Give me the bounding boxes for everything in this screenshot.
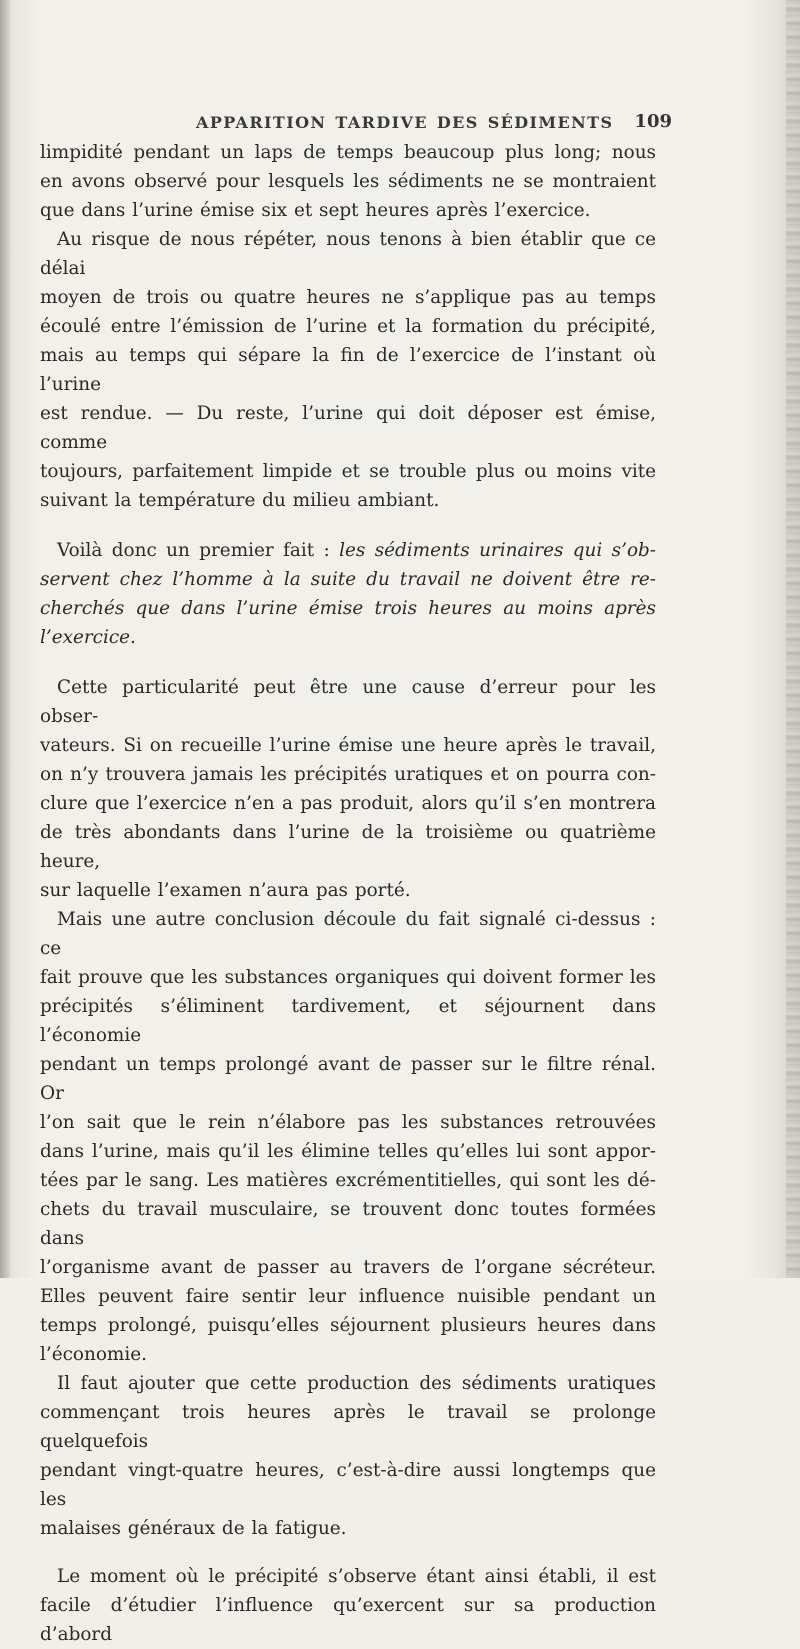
page-header bbox=[196, 111, 672, 135]
text-line: facile d’étudier l’influence qu’exercent sur sa production d’abord bbox=[40, 1595, 656, 1645]
text-line: pendant un temps prolongé avant de passer sur le filtre rénal. Or bbox=[40, 1054, 656, 1104]
text-line: est rendue. — Du reste, l’urine qui doit déposer est émise, comme bbox=[40, 403, 656, 453]
page-number: 109 bbox=[634, 111, 672, 132]
text-line: Le moment où le précipité s’observe étant ainsi établi, il est bbox=[57, 1566, 656, 1587]
text-line: sur laquelle l’examen n’aura pas porté. bbox=[40, 880, 411, 901]
text-line: Au risque de nous répéter, nous tenons à bien établir que ce délai bbox=[40, 229, 656, 279]
text-line: temps prolongé, puisqu’elles séjournent plusieurs heures dans bbox=[40, 1315, 656, 1336]
text-line: fait prouve que les substances organiques qui doivent former les bbox=[40, 967, 656, 988]
text-line: toujours, parfaitement limpide et se trouble plus ou moins vite bbox=[40, 461, 656, 482]
text-line: commençant trois heures après le travail se prolonge quelquefois bbox=[40, 1402, 656, 1452]
italic-line: cherchés que dans l’urine émise trois heures au moins après bbox=[40, 598, 656, 619]
page-left-edge-shadow bbox=[0, 0, 10, 1278]
body-text bbox=[40, 138, 656, 1649]
italic-line: l’exercice. bbox=[40, 627, 136, 648]
text-line: on n’y trouvera jamais les précipités uratiques et on pourra con- bbox=[40, 764, 656, 785]
text-line: vateurs. Si on recueille l’urine émise une heure après le travail, bbox=[40, 735, 656, 756]
text-line: précipités s’éliminent tardivement, et séjournent dans l’économie bbox=[40, 996, 656, 1046]
text-line: chets du travail musculaire, se trouvent donc toutes formées dans bbox=[40, 1199, 656, 1249]
page-right-edge-binding bbox=[786, 0, 800, 1278]
text-line: l’organisme avant de passer au travers de l’organe sécréteur. bbox=[40, 1257, 656, 1278]
text-line: dans l’urine, mais qu’il les élimine telles qu’elles lui sont appor- bbox=[40, 1141, 656, 1162]
text-line: Mais une autre conclusion découle du fait signalé ci-dessus : ce bbox=[40, 909, 656, 959]
text-line: mais au temps qui sépare la fin de l’exercice de l’instant où l’urine bbox=[40, 345, 656, 395]
text-line: limpidité pendant un laps de temps beaucoup plus long; nous bbox=[40, 142, 656, 163]
text-line: l’on sait que le rein n’élabore pas les substances retrouvées bbox=[40, 1112, 656, 1133]
italic-run: les sédiments urinaires qui s’ob- bbox=[339, 540, 657, 561]
italic-line: servent chez l’homme à la suite du travail ne doivent être re- bbox=[40, 569, 656, 590]
text-line: tées par le sang. Les matières excrémentitielles, qui sont les dé- bbox=[40, 1170, 656, 1191]
text-line: l’économie. bbox=[40, 1344, 147, 1365]
text-line: Il faut ajouter que cette production des sédiments uratiques bbox=[57, 1373, 656, 1394]
running-title: APPARITION TARDIVE DES SÉDIMENTS bbox=[196, 113, 614, 132]
text-line: pendant vingt-quatre heures, c’est-à-dire aussi longtemps que les bbox=[40, 1460, 656, 1510]
text-line: Cette particularité peut être une cause d’erreur pour les obser- bbox=[40, 677, 656, 727]
text-line: clure que l’exercice n’en a pas produit, alors qu’il s’en montrera bbox=[40, 793, 656, 814]
text-line: moyen de trois ou quatre heures ne s’applique pas au temps bbox=[40, 287, 656, 308]
text-line: malaises généraux de la fatigue. bbox=[40, 1518, 347, 1539]
text-line: de très abondants dans l’urine de la troisième ou quatrième heure, bbox=[40, 822, 656, 872]
text-line: écoulé entre l’émission de l’urine et la formation du précipité, bbox=[40, 316, 656, 337]
text-run: Voilà donc un premier fait : bbox=[57, 540, 340, 561]
text-line: Elles peuvent faire sentir leur influence nuisible pendant un bbox=[40, 1286, 656, 1307]
text-line: suivant la température du milieu ambiant. bbox=[40, 490, 440, 511]
text-line: en avons observé pour lesquels les sédiments ne se montraient bbox=[40, 171, 656, 192]
text-line bbox=[40, 536, 656, 565]
text-line: que dans l’urine émise six et sept heures après l’exercice. bbox=[40, 200, 591, 221]
